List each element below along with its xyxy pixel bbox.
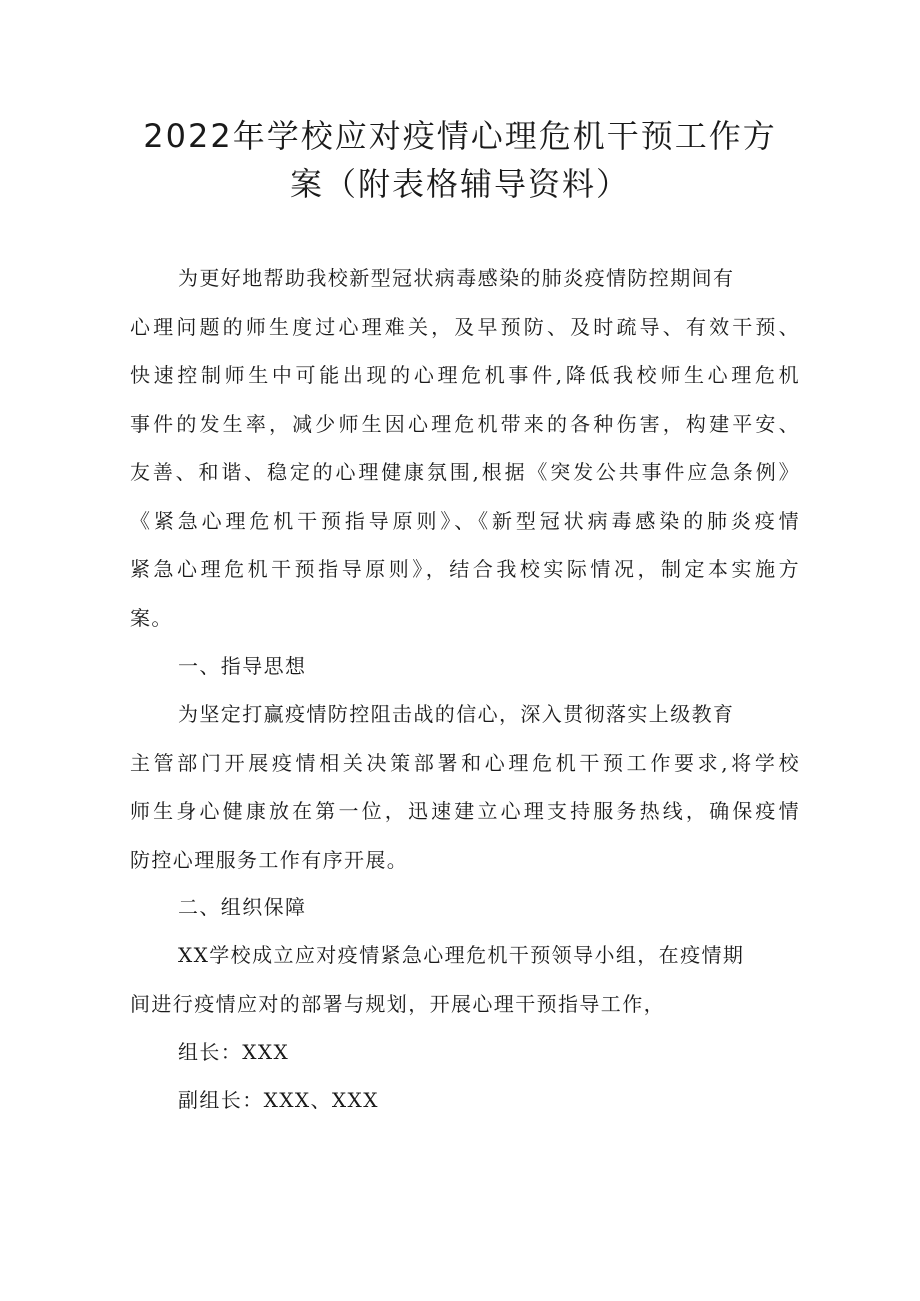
section1-line-4: 防控心理服务工作有序开展。 (130, 847, 409, 872)
intro-line-4: 事件的发生率，减少师生因心理危机带来的各种伤害，构建平安、 (130, 411, 800, 436)
intro-line-8: 案。 (130, 605, 173, 630)
section1-line-1: 为坚定打赢疫情防控阻击战的信心，深入贯彻落实上级教育 (178, 702, 735, 726)
section2-line-2: 间进行疫情应对的部署与规划，开展心理干预指导工作， (130, 991, 665, 1016)
section-heading-organization: 二、组织保障 (178, 895, 307, 919)
section1-line-2: 主管部门开展疫情相关决策部署和心理危机干预工作要求,将学校 (130, 750, 800, 775)
intro-line-1: 为更好地帮助我校新型冠状病毒感染的肺炎疫情防控期间有 (178, 266, 735, 290)
document-title-line-2: 案（附表格辅导资料） (289, 165, 630, 203)
section2-line-1: XX学校成立应对疫情紧急心理危机干预领导小组，在疫情期 (178, 943, 745, 967)
intro-line-2: 心理问题的师生度过心理难关，及早预防、及时疏导、有效干预、 (130, 314, 800, 339)
section2-paragraph (130, 931, 800, 1028)
document-title-line-1: 2022年学校应对疫情心理危机干预工作方 (143, 117, 777, 155)
section1-line-3: 师生身心健康放在第一位，迅速建立心理支持服务热线，确保疫情 (130, 799, 800, 823)
section-heading-guiding-ideology: 一、指导思想 (178, 654, 307, 678)
deputy-leader-line: 副组长：XXX、XXX (178, 1088, 379, 1112)
intro-paragraph (130, 254, 800, 642)
intro-line-5: 友善、和谐、稳定的心理健康氛围,根据《突发公共事件应急条例》 (130, 460, 800, 484)
section1-paragraph (130, 690, 800, 884)
intro-line-7: 紧急心理危机干预指导原则》，结合我校实际情况，制定本实施方 (130, 557, 800, 581)
intro-line-3: 快速控制师生中可能出现的心理危机事件,降低我校师生心理危机 (130, 363, 800, 387)
intro-line-6: 《紧急心理危机干预指导原则》、《新型冠状病毒感染的肺炎疫情 (130, 508, 800, 533)
leader-line: 组长：XXX (178, 1040, 290, 1064)
